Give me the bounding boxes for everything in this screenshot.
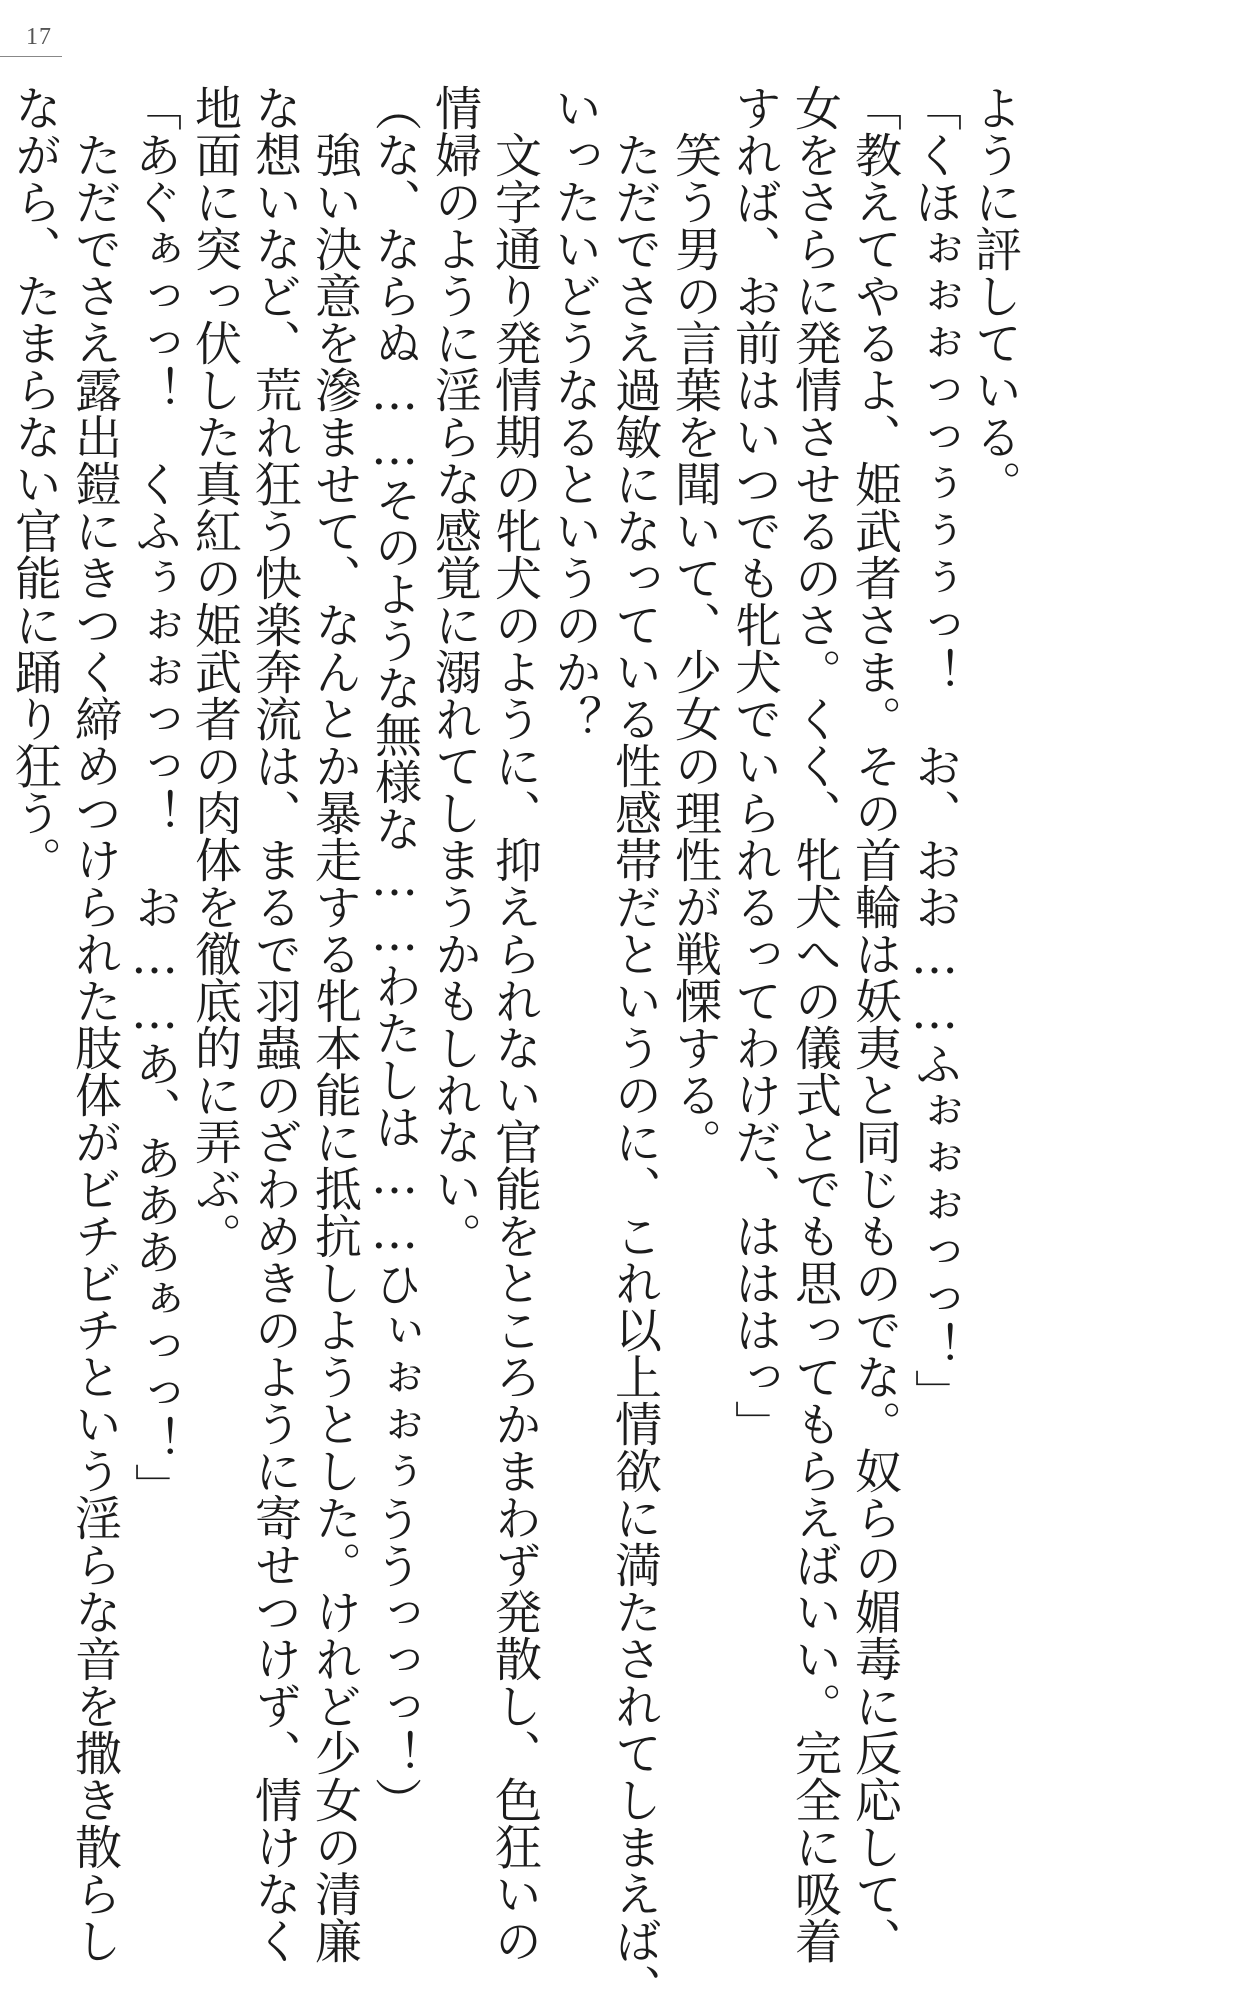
text-line: 強い決意を滲ませて、なんとか暴走する牝本能に抵抗しようとした。けれど少女の清廉 <box>307 84 362 1964</box>
text-line: （な、ならぬ……そのような無様な……わたしは……ひぃぉぉぅううっっっ！） <box>367 84 422 1824</box>
page-number-rule <box>0 56 62 57</box>
text-line: すれば、お前はいつでも牝犬でいられるってわけだ、はははっ」 <box>727 84 782 1447</box>
text-line: 地面に突っ伏した真紅の姫武者の肉体を徹底的に弄ぶ。 <box>187 84 242 1259</box>
text-line: ただでさえ露出鎧にきつく締めつけられた肢体がビチビチという淫らな音を撒き散らし <box>67 84 122 1964</box>
text-line: 文字通り発情期の牝犬のように、抑えられない官能をところかまわず発散し、色狂いの <box>487 84 542 1964</box>
text-line: いったいどうなるというのか？ <box>547 84 602 742</box>
text-line: ただでさえ過敏になっている性感帯だというのに、これ以上情欲に満たされてしまえば、 <box>607 84 662 2011</box>
text-line: 「あぐぁっっ！ くふぅぉぉっっ！ お……あ、あああぁっっ！」 <box>127 84 182 1510</box>
text-line: な想いなど、荒れ狂う快楽奔流は、まるで羽蟲のざわめきのように寄せつけず、情けなく <box>247 84 302 1964</box>
page-number: 17 <box>26 24 52 50</box>
text-line: ように評している。 <box>967 84 1022 507</box>
text-line: 女をさらに発情させるのさ。くく、牝犬への儀式とでも思ってもらえばいい。完全に吸着 <box>787 84 842 1964</box>
text-line: 笑う男の言葉を聞いて、少女の理性が戦慄する。 <box>667 84 722 1165</box>
text-line: 「教えてやるよ、姫武者さま。その首輪は妖夷と同じものでな。奴らの媚毒に反応して、 <box>847 84 902 1964</box>
text-line: 情婦のように淫らな感覚に溺れてしまうかもしれない。 <box>427 84 482 1259</box>
text-line: ながら、たまらない官能に踊り狂う。 <box>7 84 62 883</box>
vertical-text-body <box>4 84 1024 2011</box>
text-line: 「くほぉぉぉっっぅぅぅっ！ お、おお……ふぉぉぉっっ！」 <box>907 84 962 1416</box>
